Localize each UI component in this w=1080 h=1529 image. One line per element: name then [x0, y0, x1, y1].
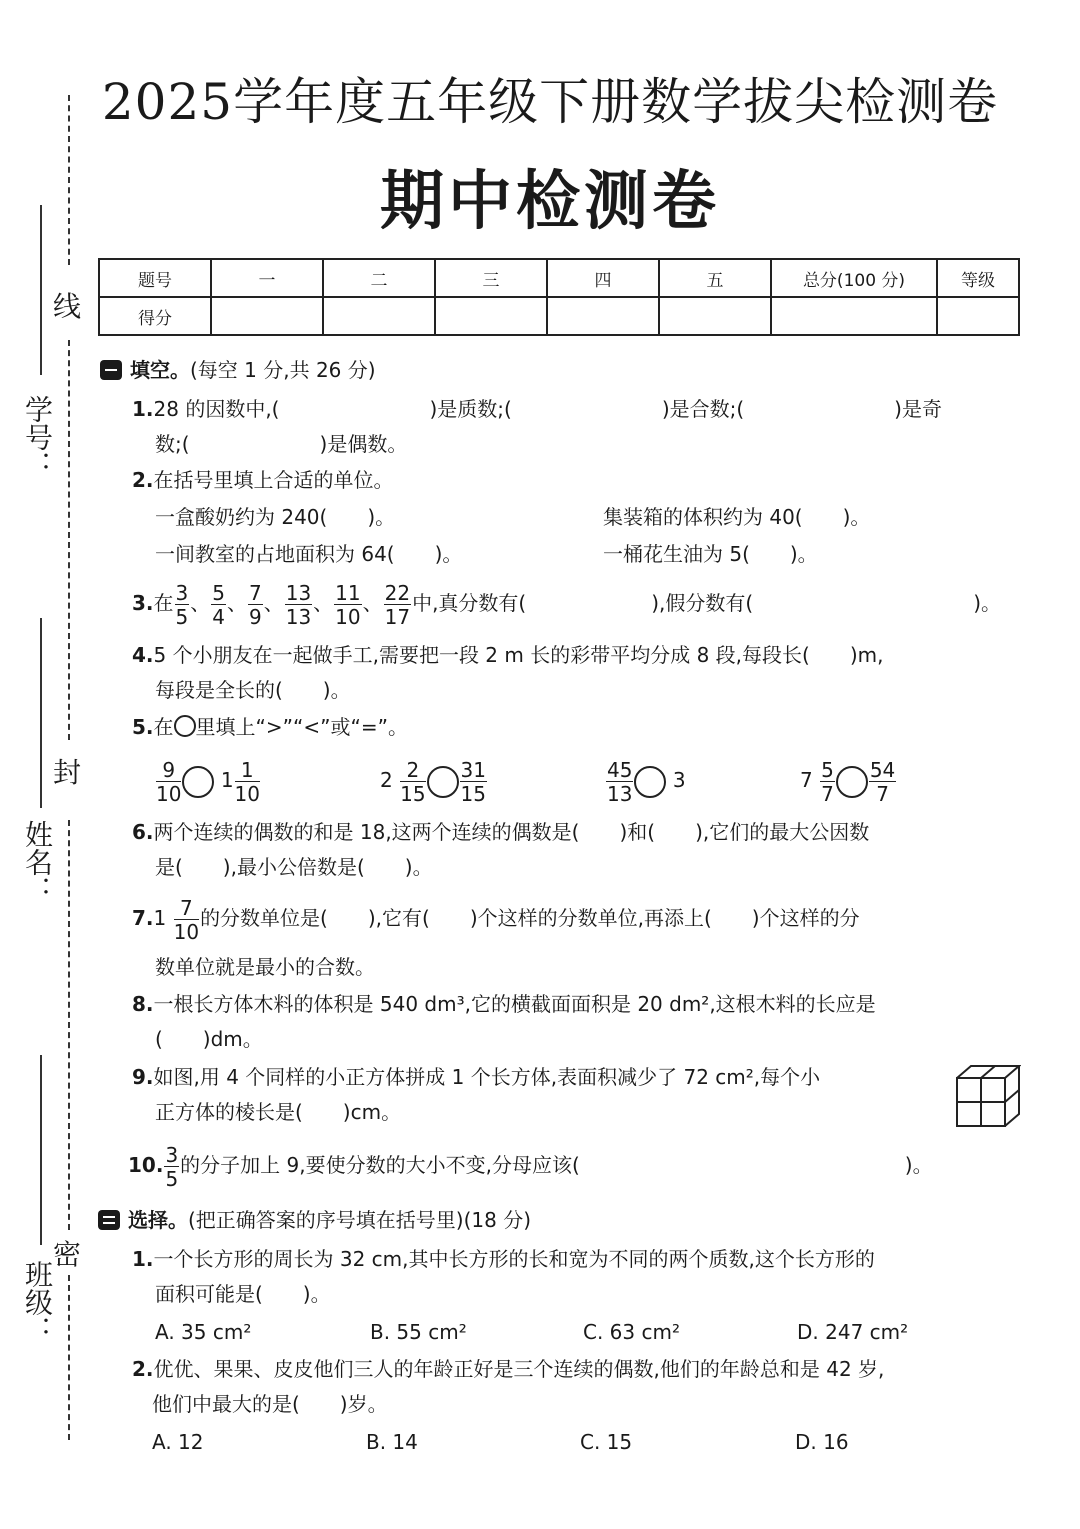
header-cell: 二 — [323, 259, 435, 297]
q6-line2: 是( ),最小公倍数是( )。 — [155, 855, 433, 879]
compare-circle[interactable] — [634, 766, 666, 798]
q8-line2: ( )dm。 — [155, 1027, 263, 1051]
c1-option-d[interactable]: D. 247 cm² — [797, 1320, 909, 1344]
q5-compare-4: 7 $\frac{5}{7}$ $\frac{54}{7}$ — [800, 757, 896, 806]
fraction: $\frac{11}{10}$ — [335, 580, 361, 629]
q4-line1: 4.5 个小朋友在一起做手工,需要把一段 2 m 长的彩带平均分成 8 段,每段长( )m, — [132, 643, 884, 667]
c1-option-c[interactable]: C. 63 cm² — [583, 1320, 680, 1344]
header-cell: 三 — [435, 259, 547, 297]
header-cell: 五 — [659, 259, 771, 297]
q1-line2: 数;( )是偶数。 — [155, 432, 408, 456]
score-header-row — [99, 259, 1019, 297]
header-cell: 题号 — [99, 259, 211, 297]
score-cell[interactable] — [323, 297, 435, 335]
name-line — [40, 618, 42, 808]
q2-item-d: 一桶花生油为 5( )。 — [603, 542, 818, 566]
fraction: $\frac{7}{9}$ — [248, 580, 262, 629]
q9-line2: 正方体的棱长是( )cm。 — [155, 1100, 402, 1124]
cuboid-figure — [955, 1064, 1021, 1128]
q1-line1: 1.28 的因数中,( )是质数;( )是合数;( )是奇 — [132, 397, 942, 421]
compare-circle[interactable] — [182, 766, 214, 798]
q3-line: 3.在 $\frac{3}{5}$ 、 $\frac{5}{4}$ 、 $\frac{7}{9}$ 、 $\frac{13}{13}$ 、 $\frac{11}{10}$ 、 $\frac{22}{17}$ 中,真分数有( ),假分数有( )。 — [132, 580, 1002, 629]
section2-header: 选择。(把正确答案的序号填在括号里)(18 分) — [98, 1206, 531, 1234]
q9-line1: 9.如图,用 4 个同样的小正方体拼成 1 个长方体,表面积减少了 72 cm²,每个小 — [132, 1065, 821, 1089]
c2-option-a[interactable]: A. 12 — [152, 1430, 204, 1454]
c1-line2: 面积可能是( )。 — [155, 1282, 331, 1306]
header-cell: 总分(100 分) — [771, 259, 937, 297]
binding-dash-mid — [68, 340, 70, 740]
c2-line1: 2.优优、果果、皮皮他们三人的年龄正好是三个连续的偶数,他们的年龄总和是 42 岁, — [132, 1357, 885, 1381]
q2-item-c: 一间教室的占地面积为 64( )。 — [155, 542, 463, 566]
binding-feng: 封 — [52, 756, 81, 789]
c1-line1: 1.一个长方形的周长为 32 cm,其中长方形的长和宽为不同的两个质数,这个长方形的 — [132, 1247, 875, 1271]
fraction: $\frac{13}{13}$ — [285, 580, 312, 629]
q7-line2: 数单位就是最小的合数。 — [155, 955, 375, 979]
binding-dash-low — [68, 820, 70, 1230]
header-cell: 一 — [211, 259, 323, 297]
binding-mi: 密 — [52, 1238, 81, 1271]
c2-option-d[interactable]: D. 16 — [795, 1430, 849, 1454]
score-table — [98, 258, 1020, 336]
compare-circle[interactable] — [427, 766, 459, 798]
binding-dash-bottom — [68, 1275, 70, 1440]
name-label: 姓名： — [21, 820, 54, 904]
c2-line2: 他们中最大的是( )岁。 — [152, 1392, 388, 1416]
score-cell[interactable] — [547, 297, 659, 335]
exam-title: 2025学年度五年级下册数学拔尖检测卷 — [101, 73, 999, 131]
q2-item-b: 集装箱的体积约为 40( )。 — [603, 505, 871, 529]
fraction: $\frac{3}{5}$ — [175, 580, 189, 629]
q5-line: 5.在 里填上“>”“<”或“=”。 — [132, 715, 408, 739]
section1-badge — [100, 360, 122, 380]
q5-compare-1: $\frac{9}{10}$ 1 $\frac{1}{10}$ — [156, 757, 260, 806]
c1-option-b[interactable]: B. 55 cm² — [370, 1320, 467, 1344]
header-cell: 四 — [547, 259, 659, 297]
q10-line: 10. $\frac{3}{5}$ 的分子加上 9,要使分数的大小不变,分母应该( )。 — [128, 1142, 933, 1191]
c2-option-b[interactable]: B. 14 — [366, 1430, 418, 1454]
q7-line1: 7.1 $\frac{7}{10}$ 的分数单位是( ),它有( )个这样的分数单位,再添上( )个这样的分 — [132, 895, 860, 944]
score-cell[interactable] — [937, 297, 1019, 335]
fraction: $\frac{5}{4}$ — [212, 580, 225, 629]
section1-header: 填空。(每空 1 分,共 26 分) — [100, 356, 376, 384]
c2-option-c[interactable]: C. 15 — [580, 1430, 633, 1454]
score-row-label: 得分 — [99, 297, 211, 335]
q8-line1: 8.一根长方体木料的体积是 540 dm³,它的横截面面积是 20 dm²,这根木料的长应是 — [132, 992, 876, 1016]
compare-circle[interactable] — [836, 766, 868, 798]
q6-line1: 6.两个连续的偶数的和是 18,这两个连续的偶数是( )和( ),它们的最大公因数 — [132, 820, 870, 844]
c1-option-a[interactable]: A. 35 cm² — [155, 1320, 252, 1344]
score-cell[interactable] — [435, 297, 547, 335]
student-id-label: 学号： — [21, 395, 54, 479]
q2-item-a: 一盒酸奶约为 240( )。 — [155, 505, 396, 529]
class-line — [40, 1055, 42, 1245]
header-cell: 等级 — [937, 259, 1019, 297]
circle-icon — [174, 715, 196, 737]
score-cell[interactable] — [659, 297, 771, 335]
score-cell[interactable] — [211, 297, 323, 335]
q5-compare-2: 2 $\frac{2}{15}$ $\frac{31}{15}$ — [380, 757, 486, 806]
score-cell[interactable] — [771, 297, 937, 335]
q4-line2: 每段是全长的( )。 — [155, 678, 351, 702]
q2-line: 2.在括号里填上合适的单位。 — [132, 468, 394, 492]
binding-dash-top — [68, 95, 70, 265]
student-id-line — [40, 205, 42, 375]
binding-xian: 线 — [52, 290, 81, 323]
class-label: 班级： — [21, 1260, 54, 1344]
fraction: $\frac{22}{17}$ — [384, 580, 411, 629]
score-row — [99, 297, 1019, 335]
q5-compare-3: $\frac{45}{13}$ 3 — [607, 757, 686, 806]
section2-badge — [98, 1210, 120, 1230]
exam-subtitle: 期中检测卷 — [380, 164, 720, 239]
